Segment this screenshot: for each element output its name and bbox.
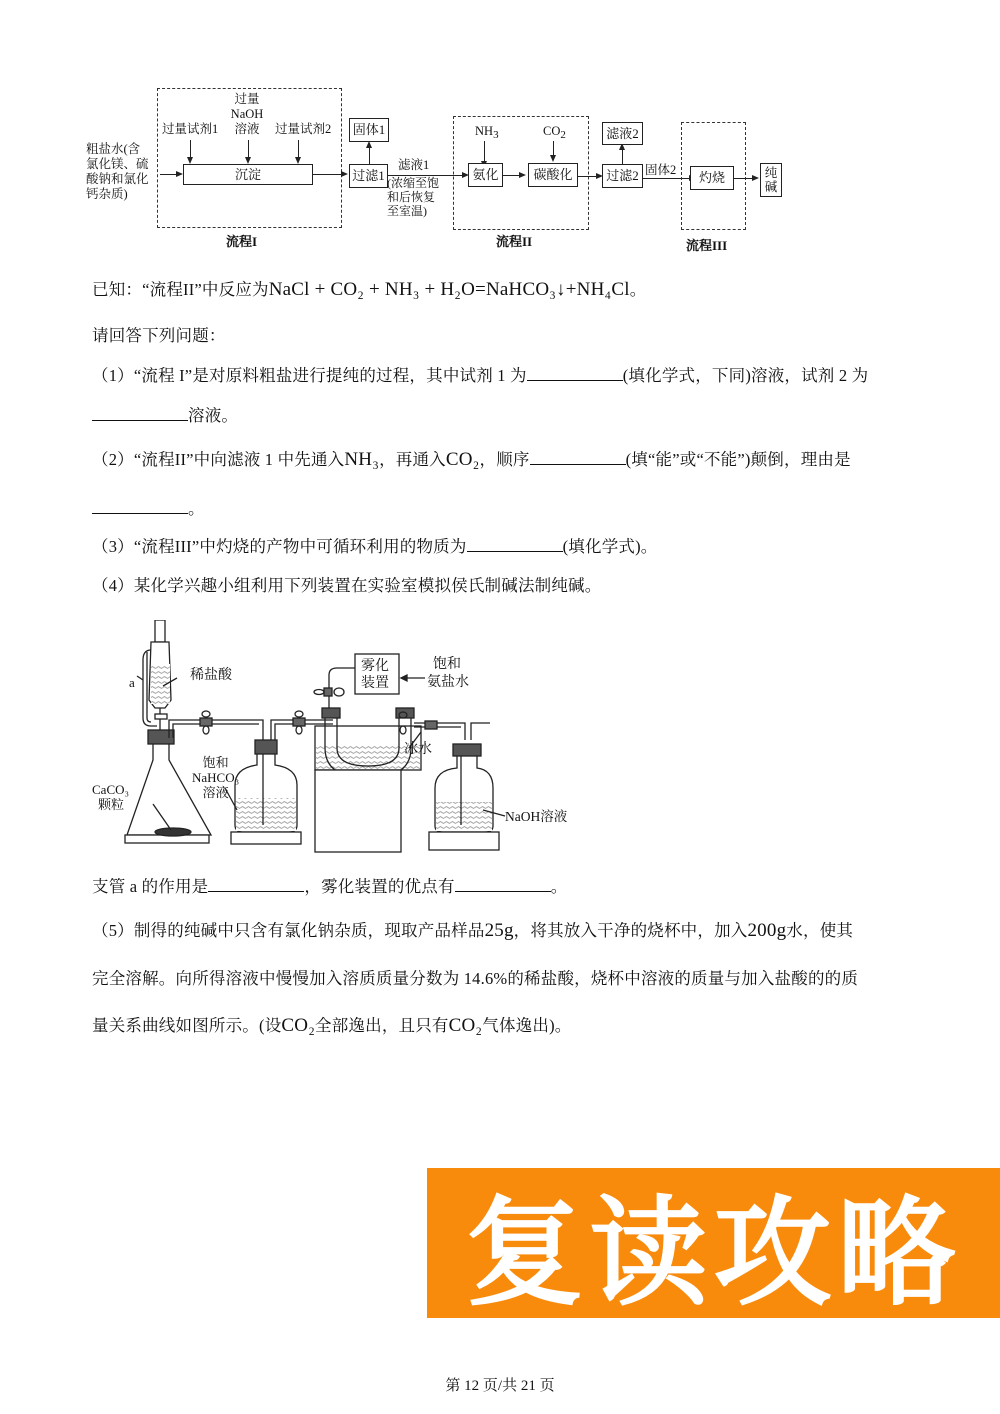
co2-label <box>543 124 566 143</box>
arrow-line <box>553 141 554 156</box>
naoh-line: 溶液 <box>234 122 260 136</box>
process2-caption: 流程II <box>496 234 533 249</box>
arrow-down-icon <box>245 157 251 164</box>
arrow-line <box>387 175 463 176</box>
apparatus-diagram <box>85 620 605 860</box>
process3-caption: 流程III <box>686 238 728 253</box>
q4-answer-blank-2[interactable] <box>455 875 551 892</box>
caco3-label <box>92 782 129 812</box>
q5-text: 全部逸出，且只有 <box>315 1016 449 1035</box>
reagent1-label: 过量试剂1 <box>162 122 219 136</box>
filter1-box: 过滤1 <box>349 164 388 188</box>
question-2-cont <box>92 495 205 519</box>
input-label <box>86 142 149 202</box>
nh3-sub: 3 <box>493 129 499 141</box>
atomizer-line: 装置 <box>361 676 389 691</box>
prompt: 请回答下列问题： <box>92 326 226 345</box>
question-5-line2: 完全溶解。向所得溶液中慢慢加入溶质质量分数为 14.6%的稀盐酸，烧杯中溶液的质量与加入盐酸的的质 <box>92 969 859 988</box>
note-line: (浓缩至饱 <box>387 176 439 190</box>
caco3-text: CaCO₃ <box>92 782 130 797</box>
naoh-line: 过量 <box>234 92 260 106</box>
question-4: （4）某化学兴趣小组利用下列装置在实验室模拟侯氏制碱法制纯碱。 <box>92 576 602 595</box>
solid1-box: 固体1 <box>349 118 389 142</box>
arrow-right-icon <box>519 172 526 178</box>
q1-text: （1）“流程 I”是对原料粗盐进行提纯的过程，其中试剂 1 为 <box>92 366 527 385</box>
co2-text: CO <box>543 124 561 138</box>
solid2-label: 固体2 <box>645 163 677 177</box>
q5-text: 量关系曲线如图所示。(设 <box>92 1016 282 1035</box>
note-line: 和后恢复 <box>387 190 436 204</box>
nh3-text: NH <box>475 124 494 138</box>
arrow-right-icon <box>341 171 348 177</box>
arrow-up-icon <box>366 141 372 148</box>
arrow-down-icon <box>295 157 301 164</box>
naoh-line: NaOH <box>230 107 264 121</box>
input-label-line: 氯化镁、硫 <box>86 157 149 171</box>
q2-text: ，顺序 <box>479 450 530 469</box>
calcination-box: 灼烧 <box>690 166 734 190</box>
q2-answer-blank-2[interactable] <box>92 497 188 514</box>
note-line: 至室温) <box>387 204 427 218</box>
input-label-line: 粗盐水(含 <box>86 142 141 156</box>
q2-text: 。 <box>188 499 205 518</box>
arrow-line <box>733 178 753 179</box>
co2-formula: CO₂ <box>281 1015 316 1036</box>
dilute-hcl-label: 稀盐酸 <box>190 668 232 683</box>
input-label-line: 酸钠和氯化 <box>86 172 149 186</box>
page-number: 第 12 页/共 21 页 <box>445 1378 555 1394</box>
q4-text: ，雾化装置的优点有 <box>304 877 455 896</box>
precipitation-box: 沉淀 <box>183 164 313 185</box>
co2-formula: CO₂ <box>448 1015 483 1036</box>
filtrate2-box: 滤液2 <box>602 122 643 145</box>
carbonation-box: 碳酸化 <box>528 163 578 187</box>
q1-text: 溶液。 <box>188 406 239 425</box>
soda-ash-box <box>760 163 782 197</box>
product-char: 碱 <box>764 180 778 194</box>
arrow-line <box>622 148 623 164</box>
atomizer-label <box>361 658 389 692</box>
q4-answer-blank-1[interactable] <box>208 875 304 892</box>
reagent2-label: 过量试剂2 <box>275 122 332 136</box>
nahco3-line: 溶液 <box>202 785 229 800</box>
reaction-equation: NaCl + CO₂ + NH₃ + H₂O=NaHCO₃↓+NH₄Cl <box>268 279 630 300</box>
question-4-followup <box>92 873 567 897</box>
arrow-line <box>369 146 370 164</box>
side-tube-a-label: a <box>129 675 135 690</box>
ammonia-brine-line: 饱和 <box>433 657 461 672</box>
arrow-down-icon <box>187 157 193 164</box>
known-suffix: 。 <box>629 280 647 299</box>
q3-text: （3）“流程III”中灼烧的产物中可循环利用的物质为 <box>92 537 467 556</box>
arrow-line <box>312 174 342 175</box>
arrow-right-icon <box>752 175 759 181</box>
arrow-down-icon <box>550 155 556 162</box>
filtrate1-label: 滤液1 <box>398 158 430 172</box>
atomizer-line: 雾化 <box>361 659 389 674</box>
co2-sub: 2 <box>560 129 566 141</box>
watermark-banner: 复读攻略 <box>427 1168 1000 1318</box>
question-1 <box>92 362 868 386</box>
q3-answer-blank[interactable] <box>467 535 563 552</box>
filtrate1-note <box>387 176 439 218</box>
question-2 <box>92 446 851 471</box>
co2-formula: CO₂ <box>445 449 480 470</box>
filter2-box: 过滤2 <box>602 164 643 188</box>
question-3 <box>92 533 657 557</box>
arrow-line <box>190 140 191 158</box>
q1-text: (填化学式，下同)溶液，试剂 2 为 <box>622 366 869 385</box>
nh3-label <box>475 124 499 143</box>
q2-text: (填“能”或“不能”)颠倒，理由是 <box>625 450 851 469</box>
arrow-line <box>160 174 177 175</box>
question-5-line3 <box>92 1012 571 1037</box>
q2-answer-blank-1[interactable] <box>530 448 626 465</box>
caco3-granules-text: 颗粒 <box>98 797 125 812</box>
naoh-label <box>230 92 264 137</box>
q5-text: ，将其放入干净的烧杯中，加入 <box>513 921 748 940</box>
q2-text: （2）“流程II”中向滤液 1 中先通入 <box>92 450 345 469</box>
input-label-line: 钙杂质) <box>86 187 128 201</box>
q4-text: 支管 a 的作用是 <box>92 877 209 896</box>
q2-text: ，再通入 <box>379 450 446 469</box>
nahco3-label <box>192 755 239 800</box>
arrow-line <box>248 140 249 158</box>
arrow-line <box>298 140 299 158</box>
known-prefix: 已知：“流程II”中反应为 <box>92 280 269 299</box>
nahco3-line: 饱和 <box>202 755 229 770</box>
known-reaction <box>92 276 646 301</box>
q3-text: (填化学式)。 <box>562 537 658 556</box>
ammonia-brine-label <box>427 656 469 692</box>
q1-answer-blank-1[interactable] <box>527 364 623 381</box>
arrow-line <box>484 141 485 163</box>
ammoniation-box: 氨化 <box>468 163 503 187</box>
arrow-line <box>577 176 597 177</box>
q1-answer-blank-2[interactable] <box>92 404 188 421</box>
process1-caption: 流程I <box>226 234 258 249</box>
question-5-line1 <box>92 917 853 942</box>
product-char: 纯 <box>764 166 778 180</box>
nahco3-line: NaHCO₃ <box>192 770 240 785</box>
arrow-right-icon <box>176 171 183 177</box>
nh3-formula: NH₃ <box>344 449 380 470</box>
ice-water-label: 冰水 <box>404 742 432 757</box>
water-mass: 200g <box>747 920 787 941</box>
naoh-solution-label: NaOH溶液 <box>505 809 568 824</box>
arrow-line <box>502 175 520 176</box>
q5-text: 气体逸出)。 <box>482 1016 572 1035</box>
q5-text: 水，使其 <box>786 921 854 940</box>
sample-mass: 25g <box>484 920 514 941</box>
ammonia-brine-line: 氨盐水 <box>427 675 469 690</box>
question-1-cont <box>92 402 238 426</box>
q4-text: 。 <box>550 877 568 896</box>
q5-text: （5）制得的纯碱中只含有氯化钠杂质，现取产品样品 <box>92 921 485 940</box>
